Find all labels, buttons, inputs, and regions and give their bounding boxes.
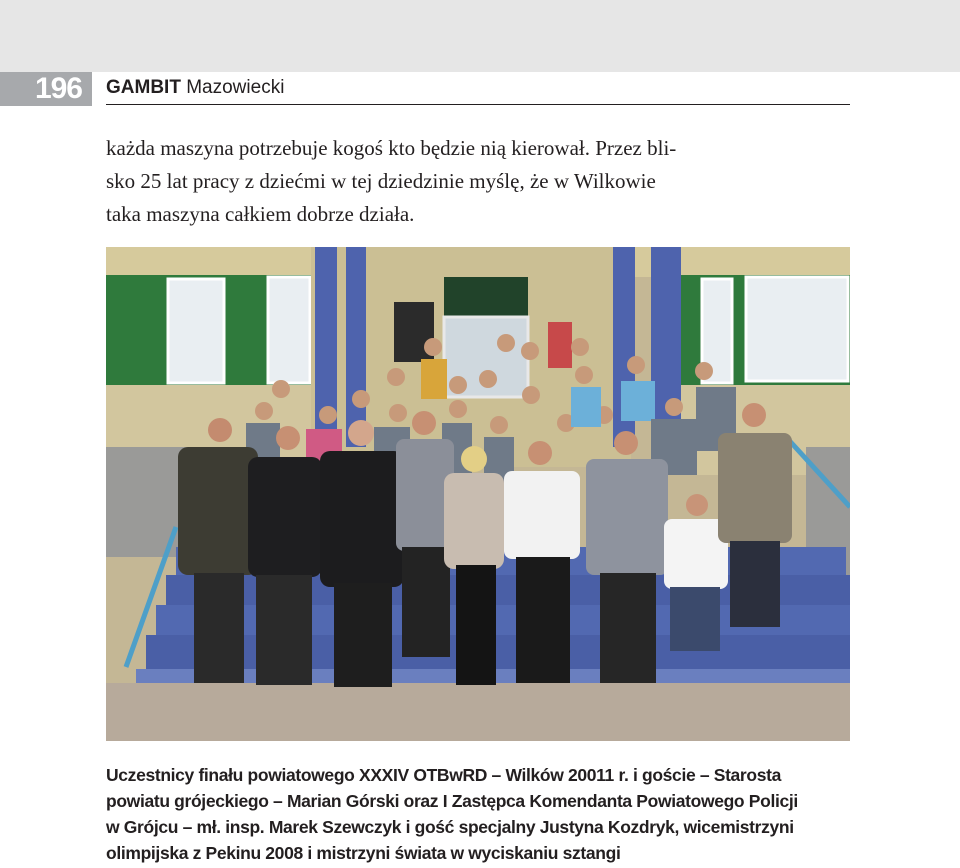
body-line: taka maszyna całkiem dobrze działa.: [106, 202, 415, 226]
page-number: 196: [0, 72, 92, 106]
caption-line: w Grójcu – mł. insp. Marek Szewczyk i gość specjalny Justyna Kozdryk, wicemistrzyni: [106, 817, 794, 837]
top-band: [0, 0, 960, 72]
photo-caption: [106, 762, 850, 866]
body-paragraph: [106, 132, 850, 231]
body-line: każda maszyna potrzebuje kogoś kto będzie nią kierował. Przez bli-: [106, 136, 677, 160]
running-header: [106, 76, 284, 100]
body-line: sko 25 lat pracy z dziećmi w tej dziedzinie myślę, że w Wilkowie: [106, 169, 656, 193]
group-photo-icon: [106, 247, 850, 741]
magazine-subtitle: Mazowiecki: [186, 77, 285, 98]
caption-line: olimpijska z Pekinu 2008 i mistrzyni świata w wyciskaniu sztangi: [106, 843, 621, 863]
magazine-brand: GAMBIT: [106, 77, 181, 98]
caption-line: Uczestnicy finału powiatowego XXXIV OTBwRD – Wilków 20011 r. i goście – Starosta: [106, 765, 781, 785]
header-rule: [106, 104, 850, 105]
caption-line: powiatu grójeckiego – Marian Górski oraz I Zastępca Komendanta Powiatowego Policji: [106, 791, 798, 811]
group-photo: [106, 247, 850, 741]
